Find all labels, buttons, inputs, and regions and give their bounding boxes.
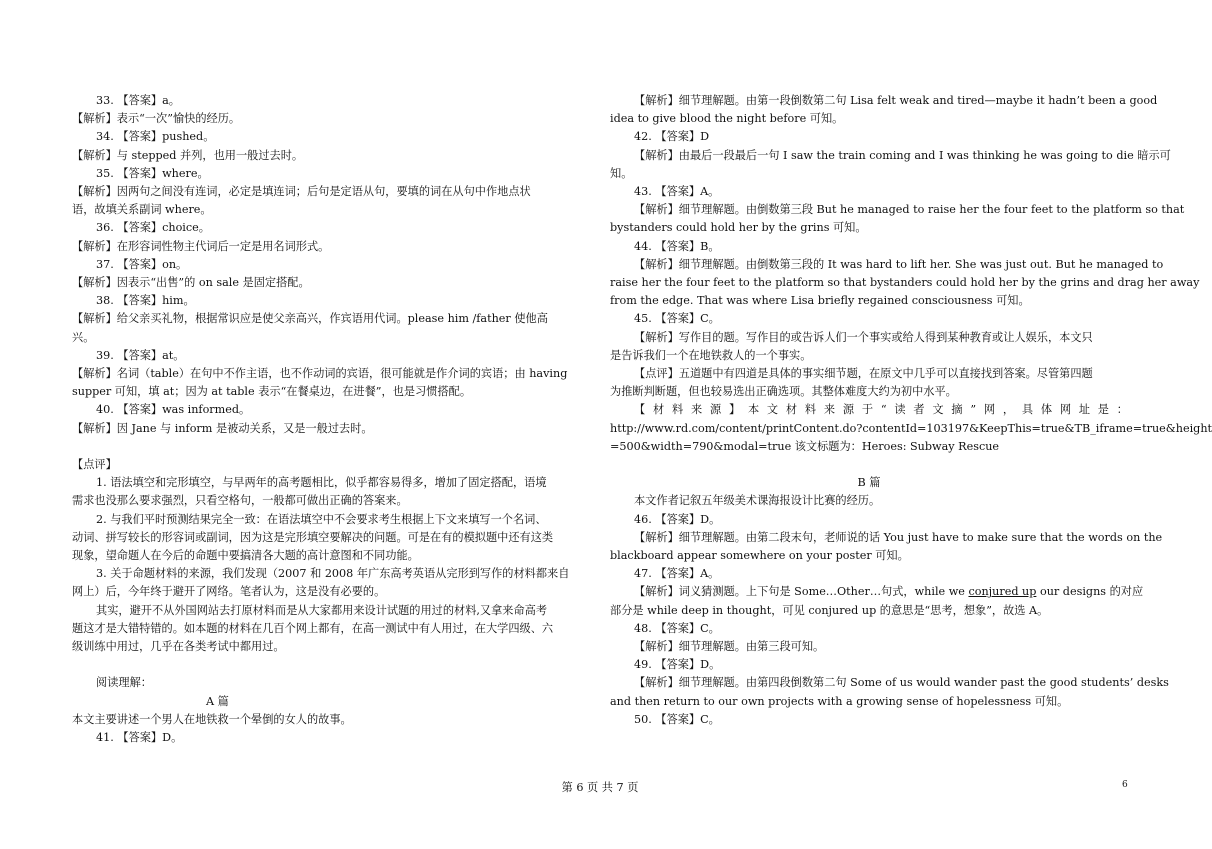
analysis-43-line1: 【解析】细节理解题。由倒数第三段 But he managed to raise her the four feet to the platform so that — [634, 203, 1185, 217]
comment-3-line1: 3. 关于命题材料的来源，我们发现（2007 和 2008 年广东高考英语从完形到写作的材料都来自 — [96, 567, 570, 581]
page-number: 6 — [1122, 780, 1128, 790]
answer-50: 50. 【答案】C。 — [634, 712, 720, 726]
comment-1-line2: 需求也没那么要求强烈，只看空格句，一般都可做出正确的答案来。 — [72, 494, 408, 508]
analysis-47-text-a: 【解析】词义猜测题。上下句是 Some…Other…句式，while we — [634, 585, 969, 599]
comment-heading: 【点评】 — [72, 458, 117, 472]
analysis-47-text-b: our designs 的对应 — [1036, 585, 1144, 599]
comment-2-line3: 现象，望命题人在今后的命题中要搞清各大题的高计意图和不同功能。 — [72, 549, 419, 563]
answer-43: 43. 【答案】A。 — [634, 185, 720, 199]
answer-35: 35. 【答案】where。 — [96, 166, 209, 180]
analysis-40: 【解析】因 Jane 与 inform 是被动关系，又是一般过去时。 — [72, 421, 373, 435]
source-url-line1: http://www.rd.com/content/printContent.do?contentId=103197&KeepThis=true&TB_iframe=true&height — [610, 421, 1212, 435]
analysis-49-line2: and then return to our own projects with a growing sense of hopelessness 可知。 — [610, 694, 1069, 708]
answer-38: 38. 【答案】him。 — [96, 294, 195, 308]
comment-4-line1: 其实，避开不从外国网站去打原材料而是从大家都用来设计试题的用过的材料,又拿来命高考 — [96, 603, 548, 617]
analysis-47-line2: 部分是 while deep in thought，可见 conjured up 的意思是“思考，想象”，故选 A。 — [610, 603, 1049, 617]
analysis-41-line2: idea to give blood the night before 可知。 — [610, 112, 844, 126]
analysis-46-line2: blackboard appear somewhere on your poster 可知。 — [610, 549, 909, 563]
analysis-48: 【解析】细节理解题。由第三段可知。 — [634, 640, 825, 654]
answer-40: 40. 【答案】was informed。 — [96, 403, 251, 417]
section-b-title: B 篇 — [857, 476, 881, 490]
analysis-44-line2: raise her the four feet to the platform so that bystanders could hold her by the grins and drag her away — [610, 276, 1200, 290]
analysis-39-line2: supper 可知，填 at；因为 at table 表示“在餐桌边，在进餐”，也是习惯搭配。 — [72, 385, 472, 399]
comment-4-line3: 级训练中用过，几乎在各类考试中都用过。 — [72, 640, 285, 654]
answer-44: 44. 【答案】B。 — [634, 239, 720, 253]
comment-3-line2: 网上）后，今年终于避开了网络。笔者认为，这是没有必要的。 — [72, 585, 386, 599]
analysis-41-line1: 【解析】细节理解题。由第一段倒数第二句 Lisa felt weak and tired—maybe it hadn’t been a good — [634, 94, 1158, 107]
answer-46: 46. 【答案】D。 — [634, 512, 721, 526]
answer-33: 33. 【答案】a。 — [96, 94, 180, 107]
answer-34: 34. 【答案】pushed。 — [96, 130, 215, 144]
section-a-summary: 本文主要讲述一个男人在地铁救一个晕倒的女人的故事。 — [72, 712, 352, 726]
analysis-37: 【解析】因表示“出售”的 on sale 是固定搭配。 — [72, 276, 310, 290]
comment-2-line1: 2. 与我们平时预测结果完全一致：在语法填空中不会要求考生根据上下文来填写一个名词、 — [96, 512, 547, 526]
analysis-44-line1: 【解析】细节理解题。由倒数第三段的 It was hard to lift her. She was just out. But he managed to — [634, 257, 1164, 271]
answer-39: 39. 【答案】at。 — [96, 348, 185, 362]
answer-41: 41. 【答案】D。 — [96, 731, 183, 745]
analysis-38-line1: 【解析】给父亲买礼物，根据常识应是使父亲高兴，作宾语用代词。please him /father 使他高 — [72, 312, 548, 326]
analysis-38-line2: 兴。 — [72, 330, 95, 344]
analysis-34: 【解析】与 stepped 并列，也用一般过去时。 — [72, 148, 304, 162]
analysis-39-line1: 【解析】名词（table）在句中不作主语，也不作动词的宾语，很可能就是作介词的宾语；由 having — [72, 367, 568, 381]
section-b-summary: 本文作者记叙五年级美术课海报设计比赛的经历。 — [634, 494, 881, 508]
source-heading: 【材料来源】本文材料来源于“读者文摘”网，具体网址是： — [634, 403, 1128, 417]
analysis-33: 【解析】表示“一次”愉快的经历。 — [72, 112, 241, 126]
analysis-35-line2: 语，故填关系副词 where。 — [72, 203, 212, 217]
answer-47: 47. 【答案】A。 — [634, 567, 720, 581]
answer-42: 42. 【答案】D — [634, 130, 710, 144]
analysis-35-line1: 【解析】因两句之间没有连词，必定是填连词；后句是定语从句，要填的词在从句中作地点状 — [72, 185, 531, 199]
analysis-46-line1: 【解析】细节理解题。由第二段末句，老师说的话 You just have to make sure that the words on the — [634, 530, 1163, 544]
comment-a-line1: 【点评】五道题中有四道是具体的事实细节题，在原文中几乎可以直接找到答案。尽管第四题 — [634, 367, 1093, 381]
answer-45: 45. 【答案】C。 — [634, 312, 720, 326]
comment-a-line2: 为推断判断题，但也较易选出正确选项。其整体难度大约为初中水平。 — [610, 385, 957, 399]
source-url-line2: =500&width=790&modal=true 该文标题为：Heroes: Subway Rescue — [610, 439, 1000, 453]
section-a-title: A 篇 — [206, 694, 229, 708]
analysis-43-line2: bystanders could hold her by the grins 可知。 — [610, 221, 867, 235]
analysis-47-line1 — [610, 583, 1144, 601]
answer-48: 48. 【答案】C。 — [634, 621, 720, 635]
analysis-44-line3: from the edge. That was where Lisa briefly regained consciousness 可知。 — [610, 294, 1030, 308]
right-column — [610, 92, 1212, 729]
answer-49: 49. 【答案】D。 — [634, 658, 721, 672]
comment-4-line2: 题这才是大错特错的。如本题的材料在几百个网上都有，在高一测试中有人用过，在大学四级、六 — [72, 621, 554, 635]
analysis-36: 【解析】在形容词性物主代词后一定是用名词形式。 — [72, 239, 330, 253]
page-footer: 第 6 页 共 7 页 — [561, 781, 639, 794]
answer-37: 37. 【答案】on。 — [96, 257, 188, 271]
left-column — [72, 92, 590, 747]
analysis-45-line1: 【解析】写作目的题。写作目的或告诉人们一个事实或给人得到某种教育或让人娱乐，本文只 — [634, 330, 1093, 344]
underlined-phrase: conjured up — [968, 585, 1037, 599]
comment-2-line2: 动词、拼写较长的形容词或副词，因为这是完形填空要解决的问题。可是在有的模拟题中还有这类 — [72, 530, 554, 544]
analysis-42-line1: 【解析】由最后一段最后一句 I saw the train coming and I was thinking he was going to die 暗示可 — [634, 148, 1171, 162]
analysis-45-line2: 是告诉我们一个在地铁救人的一个事实。 — [610, 348, 812, 362]
reading-heading: 阅读理解： — [96, 676, 152, 690]
analysis-49-line1: 【解析】细节理解题。由第四段倒数第二句 Some of us would wander past the good students’ desks — [634, 676, 1169, 690]
analysis-42-line2: 知。 — [610, 166, 633, 180]
answer-36: 36. 【答案】choice。 — [96, 221, 210, 235]
comment-1-line1: 1. 语法填空和完形填空，与早两年的高考题相比，似乎都容易得多，增加了固定搭配，语境 — [96, 476, 547, 490]
